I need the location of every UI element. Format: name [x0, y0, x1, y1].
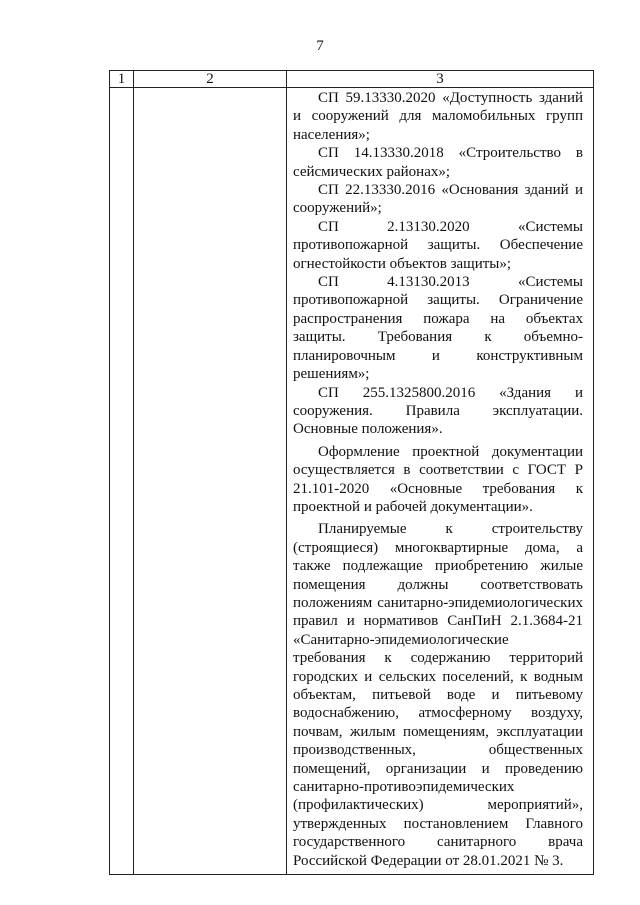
column-header-3: 3 — [287, 71, 594, 88]
column-header-2: 2 — [134, 71, 287, 88]
document-table — [109, 70, 594, 875]
column-header-1: 1 — [110, 71, 134, 88]
page-number: 7 — [316, 38, 324, 54]
regulation-sp-22: СП 22.13330.2016 «Основания зданий и сооружений»; — [293, 182, 583, 217]
sanitary-requirements-paragraph: Планируемые к строительству (строящиеся) многоквартирные дома, а также подлежащие приобретению жилые помещения должны соответствовать положениям санитарно-эпидемиологических правил и нормативов СанПиН 2.1.3684-21 «Санитарно-эпидемиологические требования к содержанию территорий городских и сельских поселений, к водным объектам, питьевой воде и питьевому водоснабжению, атмосферному воздуху, почвам, жилым помещениям, эксплуатации производственных, общественных помещений, организации и проведению санитарно-противоэпидемических (профилактических) мероприятий», утвержденных постановлением Главного государственного санитарного врача Российской Федерации от 28.01.2021 № 3. — [293, 521, 583, 869]
table-header-row — [110, 71, 594, 88]
regulation-sp-255: СП 255.1325800.2016 «Здания и сооружения. Правила эксплуатации. Основные положения». — [293, 384, 583, 438]
cell-column-3 — [287, 88, 594, 875]
regulation-sp-2: СП 2.13130.2020 «Системы противопожарной защиты. Обеспечение огнестойкости объектов защиты»; — [293, 218, 583, 272]
design-documentation-paragraph: Оформление проектной документации осуществляется в соответствии с ГОСТ Р 21.101-2020 «Основные требования к проектной и рабочей документации». — [293, 443, 583, 515]
regulation-sp-59: СП 59.13330.2020 «Доступность зданий и сооружений для маломобильных групп населения»; — [293, 90, 583, 143]
regulation-sp-14: СП 14.13330.2018 «Строительство в сейсмических районах»; — [293, 145, 583, 180]
cell-column-2 — [134, 88, 287, 875]
regulation-sp-4: СП 4.13130.2013 «Системы противопожарной защиты. Ограничение распространения пожара на объектах защиты. Требования к объемно-планировочным и конструктивным решениям»; — [293, 274, 583, 383]
cell-column-1 — [110, 88, 134, 875]
table-row — [110, 88, 594, 875]
